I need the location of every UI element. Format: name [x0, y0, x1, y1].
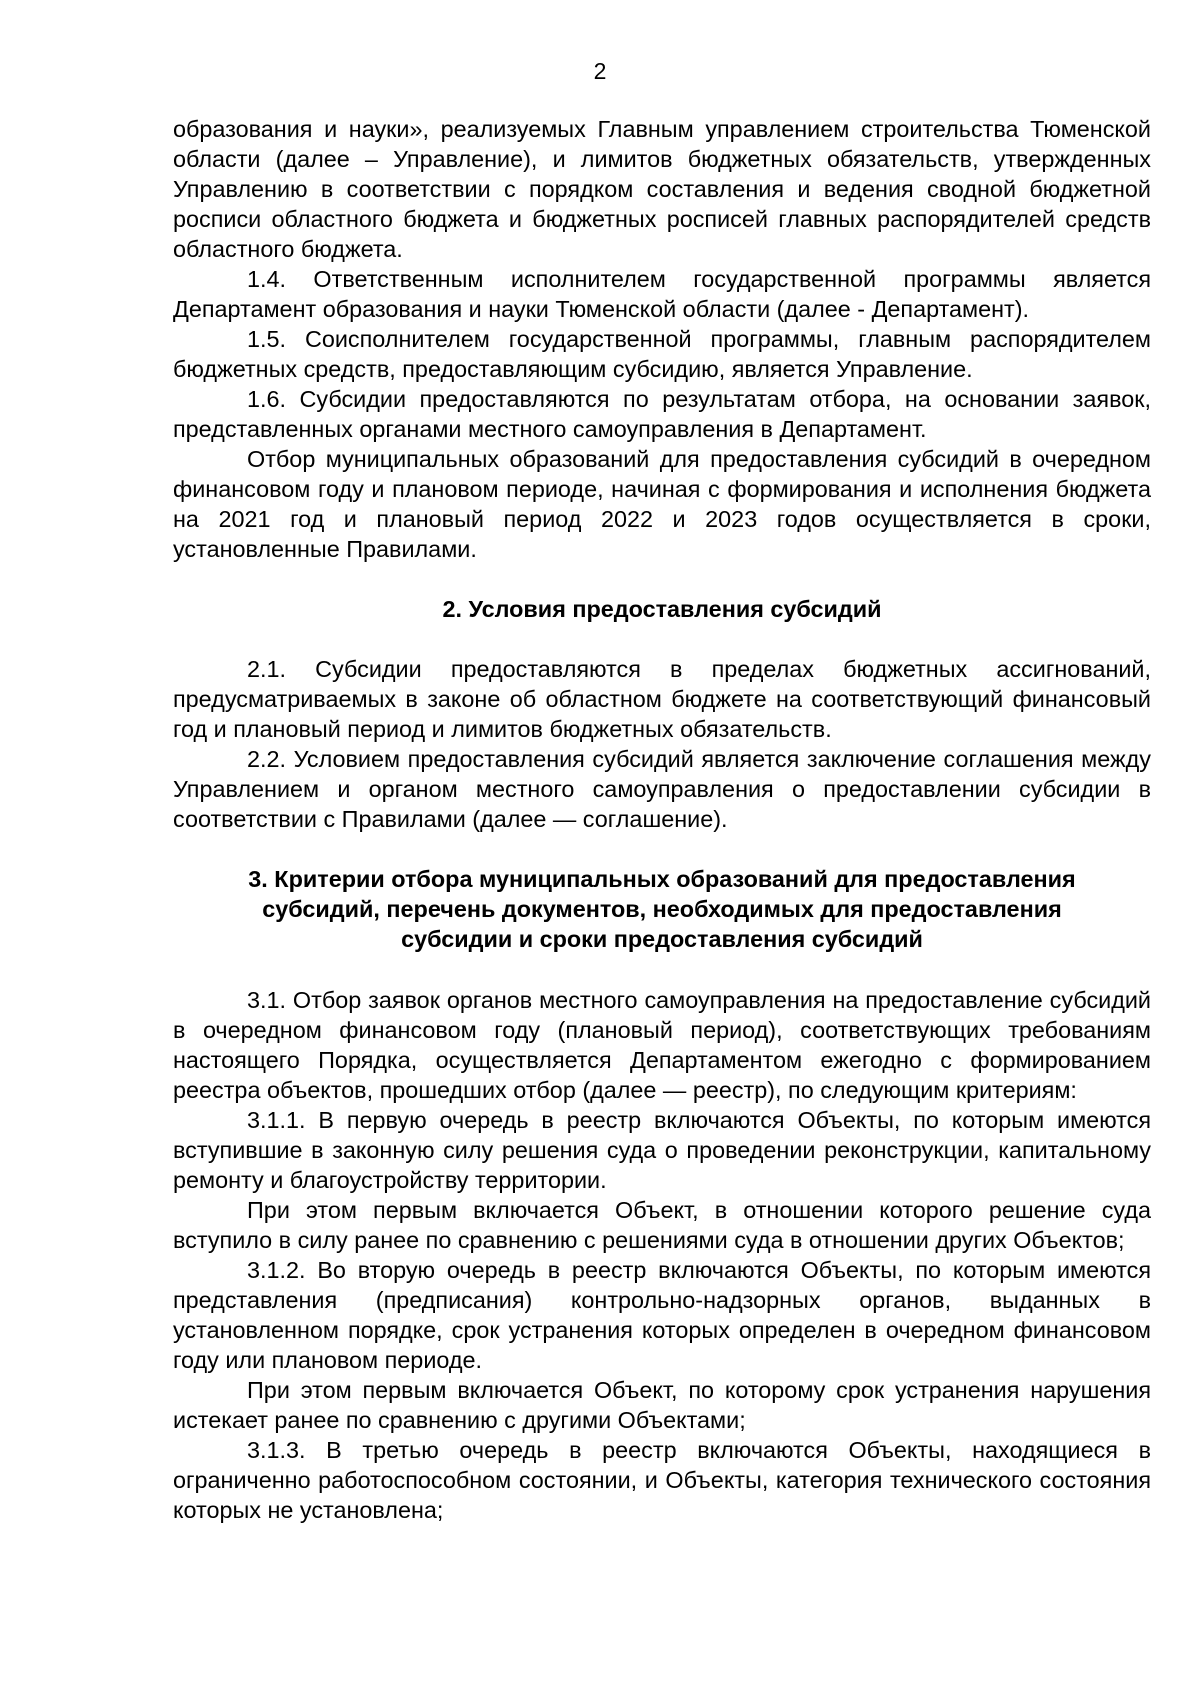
- paragraph-1-5: 1.5. Соисполнителем государственной программы, главным распорядителем бюджетных средств, предоставляющим субсидию, является Управление.: [173, 326, 1151, 382]
- section-2-heading: 2. Условия предоставления субсидий: [442, 596, 882, 622]
- paragraph-3-1-2: 3.1.2. Во вторую очередь в реестр включаются Объекты, по которым имеются представления (предписания) контрольно-надзорных органов, выданных в установленном порядке, срок устранения которых определен в очередном финансовом году или плановом периоде.: [173, 1257, 1151, 1373]
- spacer: [173, 624, 1151, 654]
- paragraph-2-2: 2.2. Условием предоставления субсидий является заключение соглашения между Управлением и органом местного самоуправления о предоставлении субсидии в соответствии с Правилами (далее — соглашение).: [173, 746, 1151, 832]
- intro-paragraph: образования и науки», реализуемых Главным управлением строительства Тюменской области (далее – Управление), и лимитов бюджетных обязательств, утвержденных Управлению в соответствии с порядком составления и ведения сводной бюджетной росписи областного бюджета и бюджетных росписей главных распорядителей средств областного бюджета.: [173, 116, 1151, 262]
- document-body: [173, 114, 1151, 1525]
- paragraph-3-1: 3.1. Отбор заявок органов местного самоуправления на предоставление субсидий в очередном финансовом году (плановый период), соответствующих требованиям настоящего Порядка, осуществляется Департаментом ежегодно с формированием реестра объектов, прошедших отбор (далее — реестр), по следующим критериям:: [173, 987, 1151, 1103]
- paragraph-3-1-2-order: При этом первым включается Объект, по которому срок устранения нарушения истекает ранее по сравнению с другими Объектами;: [173, 1377, 1151, 1433]
- paragraph-3-1-1-order: При этом первым включается Объект, в отношении которого решение суда вступило в силу ранее по сравнению с решениями суда в отношении других Объектов;: [173, 1197, 1151, 1253]
- paragraph-2-1: 2.1. Субсидии предоставляются в пределах бюджетных ассигнований, предусматриваемых в законе об областном бюджете на соответствующий финансовый год и плановый период и лимитов бюджетных обязательств.: [173, 656, 1151, 742]
- section-3-heading-line-3: субсидии и сроки предоставления субсидий: [401, 926, 923, 952]
- paragraph-1-6-selection: Отбор муниципальных образований для предоставления субсидий в очередном финансовом году и плановом периоде, начиная с формирования и исполнения бюджета на 2021 год и плановый период 2022 и 2023 годов осуществляется в сроки, установленные Правилами.: [173, 446, 1151, 562]
- paragraph-1-6: 1.6. Субсидии предоставляются по результатам отбора, на основании заявок, представленных органами местного самоуправления в Департамент.: [173, 386, 1151, 442]
- paragraph-3-1-1: 3.1.1. В первую очередь в реестр включаются Объекты, по которым имеются вступившие в законную силу решения суда о проведении реконструкции, капитальному ремонту и благоустройству территории.: [173, 1107, 1151, 1193]
- section-3-heading-line-2: субсидий, перечень документов, необходимых для предоставления: [262, 896, 1062, 922]
- section-3-heading-line-1: 3. Критерии отбора муниципальных образований для предоставления: [248, 866, 1076, 892]
- spacer: [173, 954, 1151, 985]
- paragraph-3-1-3: 3.1.3. В третью очередь в реестр включаются Объекты, находящиеся в ограниченно работоспособном состоянии, и Объекты, категория технического состояния которых не установлена;: [173, 1437, 1151, 1523]
- page-number: 2: [593, 58, 607, 84]
- spacer: [173, 564, 1151, 594]
- section-3-heading: [173, 864, 1151, 954]
- paragraph-1-4: 1.4. Ответственным исполнителем государственной программы является Департамент образования и науки Тюменской области (далее - Департамент).: [173, 266, 1151, 322]
- spacer: [173, 834, 1151, 864]
